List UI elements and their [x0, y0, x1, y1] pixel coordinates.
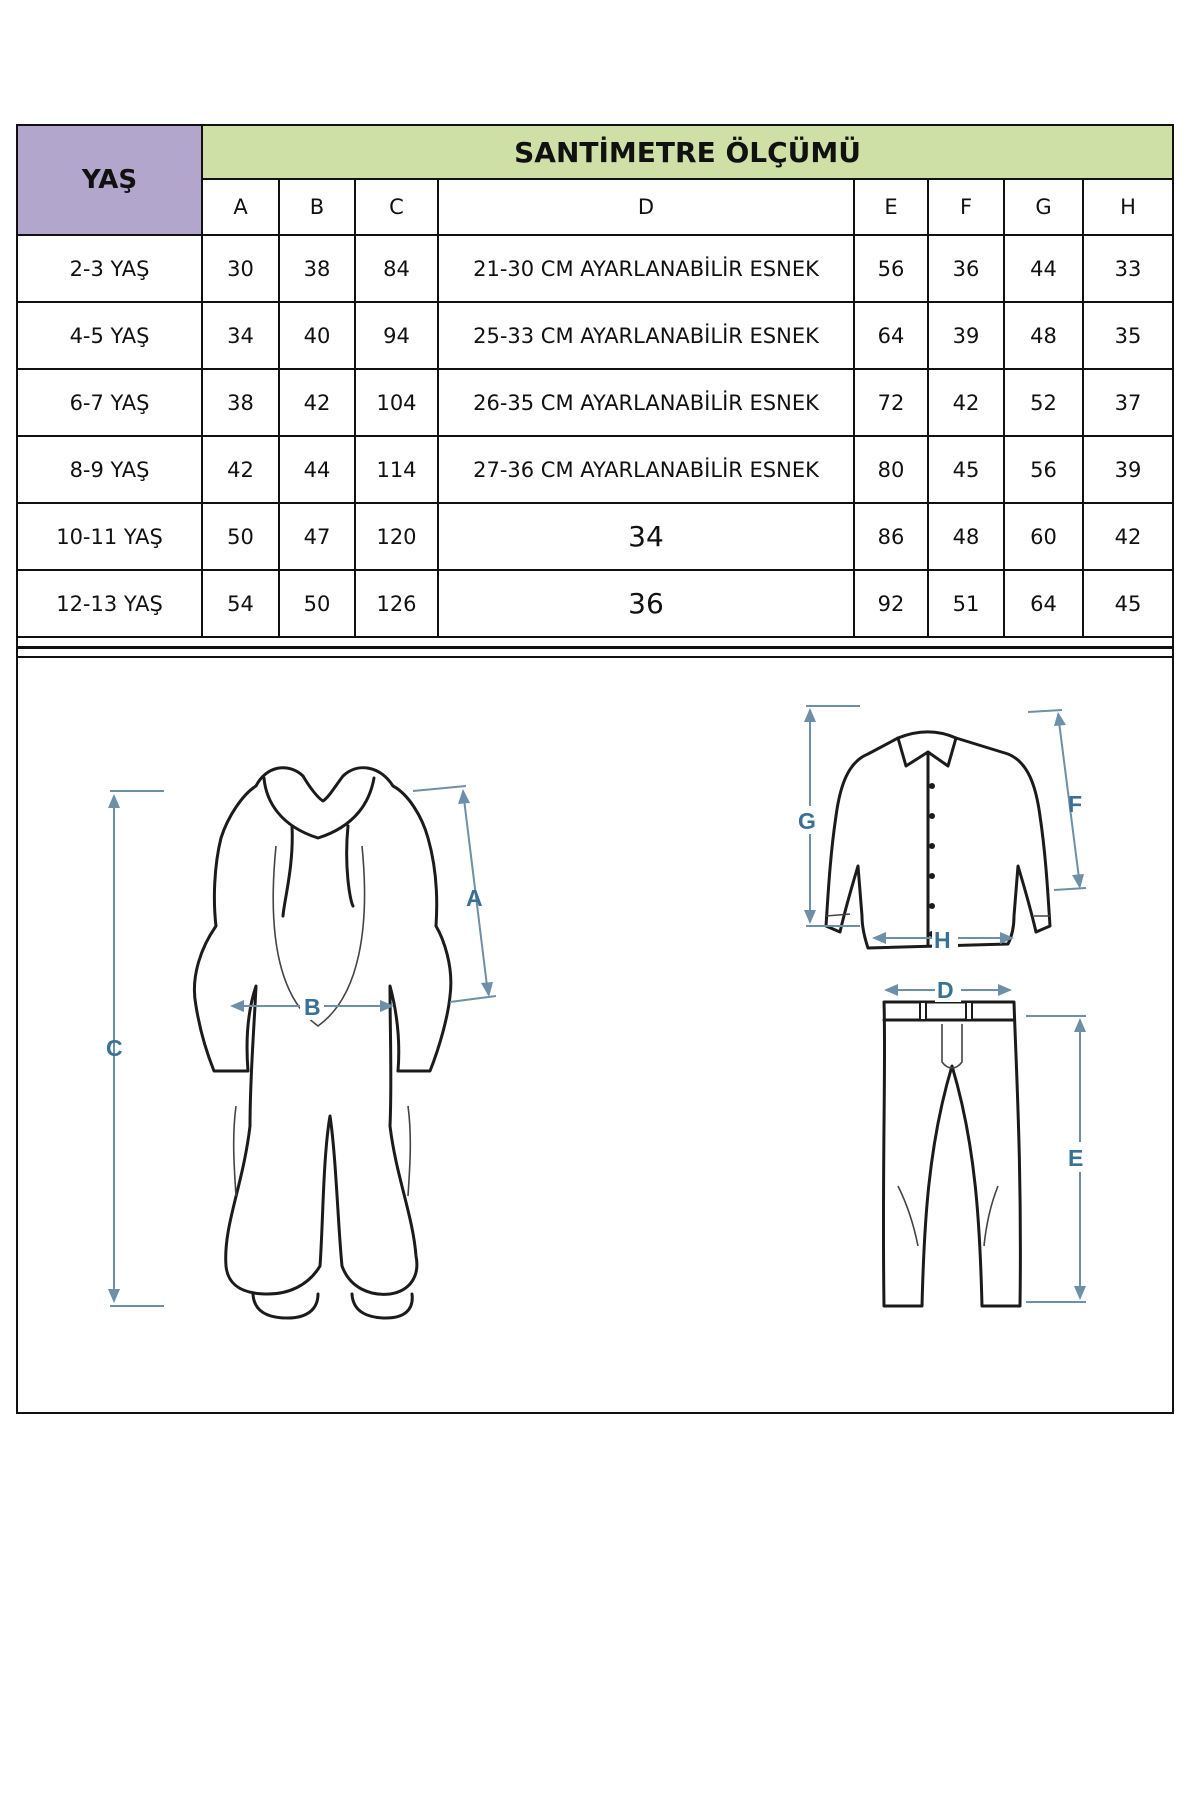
table-cell: 36	[928, 235, 1004, 302]
table-cell: 64	[854, 302, 928, 369]
table-cell: 44	[279, 436, 355, 503]
table-cell: 47	[279, 503, 355, 570]
table-cell: 26-35 CM AYARLANABİLİR ESNEK	[438, 369, 854, 436]
column-header: B	[279, 179, 355, 235]
table-cell: 60	[1004, 503, 1083, 570]
label-d: D	[937, 977, 954, 1003]
table-cell: 50	[202, 503, 279, 570]
jumpsuit-illustration	[194, 768, 450, 1318]
column-header: F	[928, 179, 1004, 235]
table-cell: 48	[1004, 302, 1083, 369]
table-cell: 37	[1083, 369, 1172, 436]
age-cell: 10-11 YAŞ	[18, 503, 202, 570]
table-title: SANTİMETRE ÖLÇÜMÜ	[202, 126, 1172, 179]
age-cell: 8-9 YAŞ	[18, 436, 202, 503]
dimension-arrow-d	[884, 976, 1012, 1003]
table-cell: 84	[355, 235, 438, 302]
column-header: C	[355, 179, 438, 235]
table-cell: 44	[1004, 235, 1083, 302]
column-header: G	[1004, 179, 1083, 235]
table-cell: 80	[854, 436, 928, 503]
table-cell: 35	[1083, 302, 1172, 369]
dimension-arrow-h	[872, 926, 1014, 953]
table-cell: 38	[202, 369, 279, 436]
label-e: E	[1068, 1145, 1084, 1171]
table-cell: 30	[202, 235, 279, 302]
table-cell: 126	[355, 570, 438, 637]
table-cell: 56	[854, 235, 928, 302]
table-cell: 36	[438, 570, 854, 637]
table-cell: 45	[928, 436, 1004, 503]
column-header: E	[854, 179, 928, 235]
table-cell: 120	[355, 503, 438, 570]
table-cell: 40	[279, 302, 355, 369]
table-cell: 114	[355, 436, 438, 503]
table-cell: 27-36 CM AYARLANABİLİR ESNEK	[438, 436, 854, 503]
table-cell: 50	[279, 570, 355, 637]
table-cell: 34	[438, 503, 854, 570]
dimension-arrow-a	[413, 786, 496, 1002]
garment-measurement-diagram	[18, 126, 1172, 1412]
table-cell: 42	[202, 436, 279, 503]
label-a: A	[466, 885, 483, 911]
age-cell: 4-5 YAŞ	[18, 302, 202, 369]
table-cell: 45	[1083, 570, 1172, 637]
table-cell: 56	[1004, 436, 1083, 503]
table-cell: 86	[854, 503, 928, 570]
label-f: F	[1068, 791, 1083, 817]
label-c: C	[106, 1035, 123, 1061]
table-cell: 38	[279, 235, 355, 302]
table-cell: 92	[854, 570, 928, 637]
table-cell: 72	[854, 369, 928, 436]
label-b: B	[304, 994, 321, 1020]
size-chart-sheet	[16, 124, 1174, 1414]
age-cell: 6-7 YAŞ	[18, 369, 202, 436]
table-cell: 42	[928, 369, 1004, 436]
column-header: D	[438, 179, 854, 235]
table-cell: 64	[1004, 570, 1083, 637]
trousers-illustration	[883, 1002, 1020, 1306]
table-cell: 42	[279, 369, 355, 436]
dimension-arrow-c	[106, 791, 164, 1306]
dimension-arrow-e	[1026, 1016, 1094, 1302]
table-cell: 39	[1083, 436, 1172, 503]
table-cell: 54	[202, 570, 279, 637]
table-cell: 33	[1083, 235, 1172, 302]
table-cell: 42	[1083, 503, 1172, 570]
table-cell: 104	[355, 369, 438, 436]
table-cell: 51	[928, 570, 1004, 637]
table-cell: 34	[202, 302, 279, 369]
column-header: H	[1083, 179, 1172, 235]
table-cell: 94	[355, 302, 438, 369]
age-cell: 2-3 YAŞ	[18, 235, 202, 302]
label-g: G	[798, 808, 816, 834]
label-h: H	[934, 927, 951, 953]
age-header: YAŞ	[18, 126, 202, 235]
age-cell: 12-13 YAŞ	[18, 570, 202, 637]
table-cell: 21-30 CM AYARLANABİLİR ESNEK	[438, 235, 854, 302]
shirt-illustration	[826, 732, 1050, 948]
table-cell: 25-33 CM AYARLANABİLİR ESNEK	[438, 302, 854, 369]
table-cell: 48	[928, 503, 1004, 570]
table-cell: 39	[928, 302, 1004, 369]
column-header: A	[202, 179, 279, 235]
table-cell: 52	[1004, 369, 1083, 436]
